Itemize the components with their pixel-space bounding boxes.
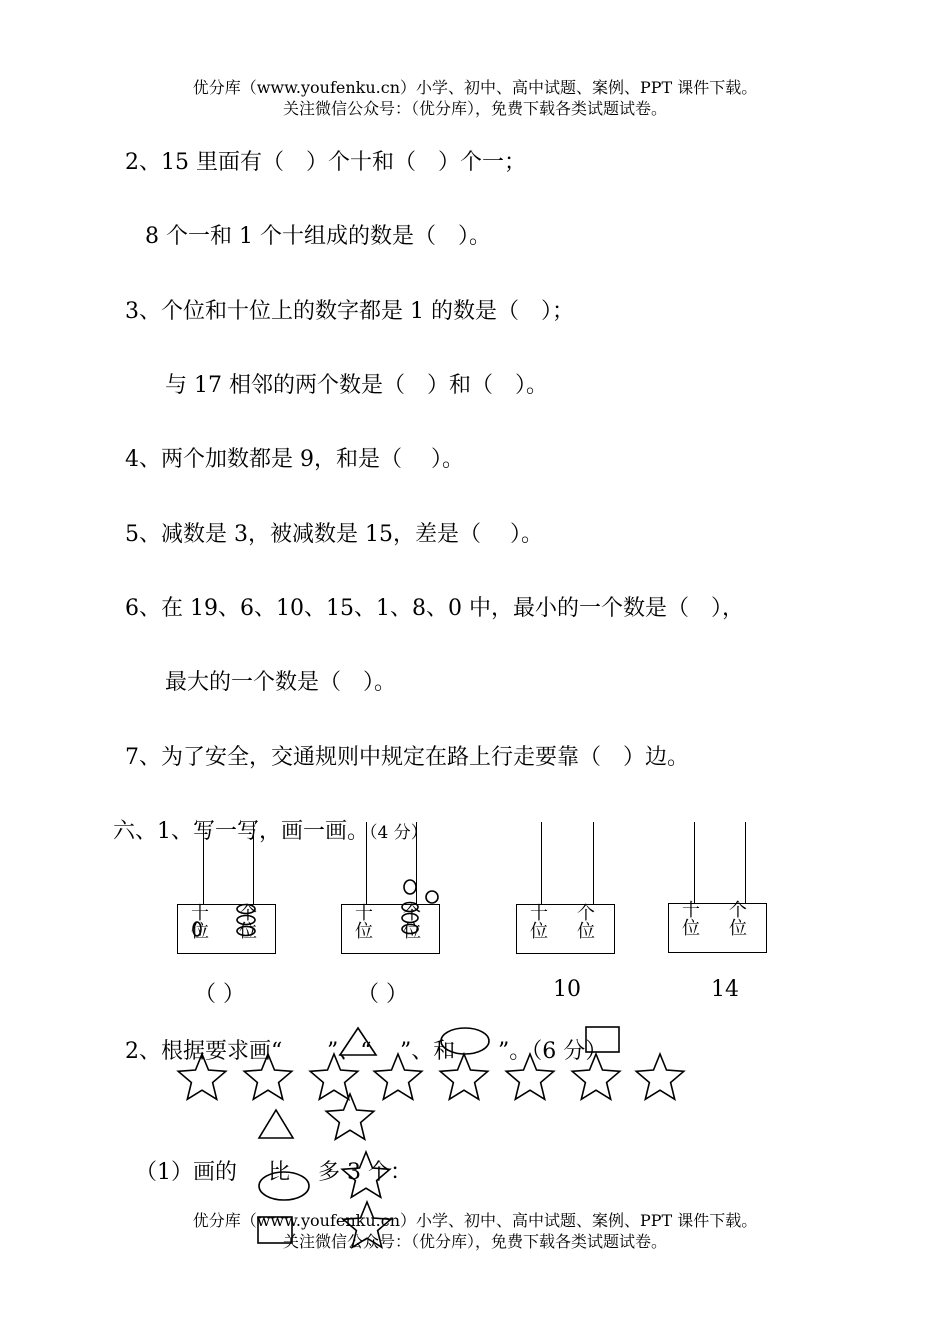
abacus-4-ones-label-bottom: 位 [729,918,747,939]
question-4: 4、两个加数都是 9，和是（ ）。 [125,447,464,472]
question-5: 5、减数是 3，被减数是 15，差是（ ）。 [125,522,543,547]
abacus-1-ones-label-bottom: 位 [239,921,257,942]
abacus-3-answer: 10 [553,977,581,1002]
part-2-end [498,1034,607,1065]
footer-line-1: 优分库（www.youfenku.cn）小学、初中、高中试题、案例、PPT 课件下载。 [192,1211,758,1230]
abacus-2-ones-bead [426,891,438,903]
abacus-2-tens-label-bottom: 位 [355,921,373,942]
header-line-1: 优分库（www.youfenku.cn）小学、初中、高中试题、案例、PPT 课件下载。 [192,78,758,97]
sub-1-mid: 比 [268,1160,291,1185]
question-7: 7、为了安全，交通规则中规定在路上行走要靠（ ）边。 [125,745,689,770]
part-2-mid-2: ”、和 [400,1039,456,1064]
part-2-start: 2、根据要求画“ [125,1039,283,1064]
abacus-2-ones-bead [402,914,418,923]
question-6b: 最大的一个数是（ ）。 [165,670,397,695]
abacus-3-tens-label-bottom: 位 [530,921,548,942]
abacus-2-ones-label-top: 个 [403,903,421,924]
abacus-2-ones-bead [402,903,418,912]
question-2b: 8 个一和 1 个十组成的数是（ ）。 [145,224,491,249]
star-shape [636,1054,684,1099]
header-line-2: 关注微信公众号：（优分库），免费下载各类试题试卷。 [282,99,667,118]
abacus-4-tens-label-bottom: 位 [682,918,700,939]
section-6-score: （4 分） [369,823,428,843]
abacus-2-ones-bead [402,925,418,934]
star-shape [326,1094,374,1139]
abacus-4-ones-label-top: 个 [729,900,747,921]
triangle-shape [259,1110,293,1138]
abacus-1-ones-bead [237,905,255,914]
sub-1-end: 多 3 个： [318,1160,412,1185]
abacus-2-tens-label-top: 十 [355,903,373,924]
abacus-3-ones-label-top: 个 [577,903,595,924]
abacus-3-ones-label-bottom: 位 [577,921,595,942]
abacus-3-tens-label-top: 十 [530,903,548,924]
question-3b: 与 17 相邻的两个数是（ ）和（ ）。 [165,373,548,398]
abacus-1-ones-label-top: 个 [239,903,257,924]
footer-line-2: 关注微信公众号：（优分库），免费下载各类试题试卷。 [282,1232,667,1251]
abacus-1-tens-label-top: 十 [191,903,209,924]
abacus-1-tens-label-bottom: 位 [191,921,209,942]
abacus-1-answer: （ ） [194,982,245,1007]
abacus-4-tens-label-top: 十 [682,900,700,921]
abacus-2-ones-label-bottom: 位 [403,921,421,942]
part-2-end-text: ”。（6 分） [498,1039,608,1064]
abacus-1-tens-bead [193,922,201,936]
abacus-2-answer: （ ） [357,982,408,1007]
abacus-1-ones-bead [237,927,255,936]
abacus-4-answer: 14 [711,977,739,1002]
question-2a: 2、15 里面有（ ）个十和（ ）个一； [125,150,526,175]
section-6-title-text: 六、1、写一写，画一画。 [113,819,369,844]
question-6a: 6、在 19、6、10、15、1、8、0 中，最小的一个数是（ ）， [125,596,744,621]
abacus-1-ones-bead [237,916,255,925]
part-2-mid-1: ”、“ [327,1039,372,1064]
question-3a: 3、个位和十位上的数字都是 1 的数是（ ）； [125,299,574,324]
sub-1-prefix: （1）画的 [135,1160,237,1185]
abacus-2-ones-bead [404,880,416,894]
